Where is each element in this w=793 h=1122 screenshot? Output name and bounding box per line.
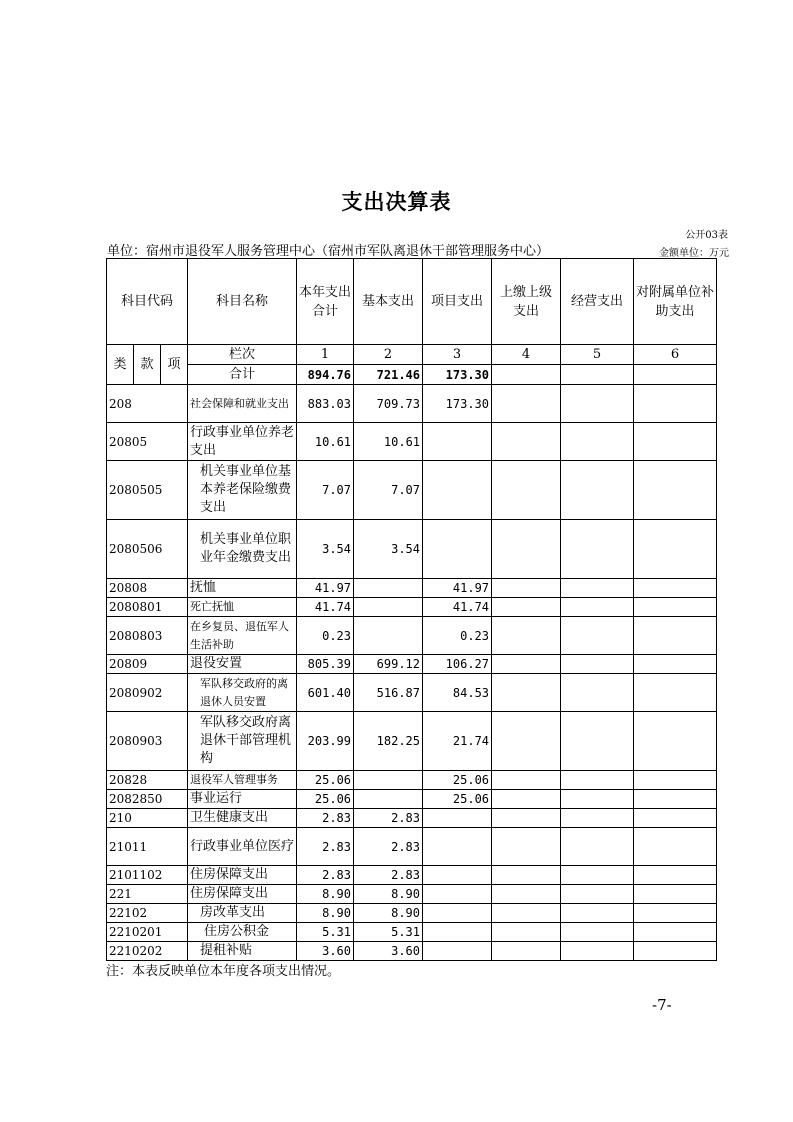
empty-cell [634, 809, 717, 828]
empty-cell [561, 598, 634, 617]
empty-cell [634, 828, 717, 866]
table-row [107, 828, 717, 866]
row-project [423, 885, 492, 904]
table-note: 注：本表反映单位本年度各项支出情况。 [106, 964, 341, 979]
header-code: 科目代码 [107, 259, 188, 345]
row-total: 5.31 [297, 923, 354, 942]
table-row [107, 598, 717, 617]
row-name: 行政事业单位养老支出 [188, 423, 297, 461]
empty-cell [492, 579, 561, 598]
row-basic: 516.87 [354, 674, 423, 712]
empty-cell [561, 365, 634, 385]
expenditure-table [106, 258, 717, 961]
row-basic: 3.54 [354, 520, 423, 579]
row-total: 3.54 [297, 520, 354, 579]
empty-cell [561, 885, 634, 904]
empty-cell [492, 674, 561, 712]
row-project: 173.30 [423, 385, 492, 423]
row-basic: 8.90 [354, 885, 423, 904]
empty-cell [492, 771, 561, 790]
row-project: 0.23 [423, 617, 492, 655]
row-basic: 7.07 [354, 461, 423, 520]
row-basic: 709.73 [354, 385, 423, 423]
empty-cell [634, 674, 717, 712]
row-project [423, 520, 492, 579]
row-total: 41.74 [297, 598, 354, 617]
row-project: 41.74 [423, 598, 492, 617]
header-project: 项目支出 [423, 259, 492, 345]
empty-cell [561, 461, 634, 520]
table-row [107, 923, 717, 942]
row-basic [354, 790, 423, 809]
empty-cell [492, 809, 561, 828]
row-basic: 8.90 [354, 904, 423, 923]
row-project: 21.74 [423, 712, 492, 771]
table-row [107, 942, 717, 961]
row-code: 21011 [107, 828, 188, 866]
empty-cell [492, 885, 561, 904]
page-number: -7- [652, 996, 672, 1014]
totals-row [107, 365, 717, 385]
unit-label: 单位：宿州市退役军人服务管理中心（宿州市军队离退休干部管理服务中心） [107, 244, 550, 259]
row-name: 退役安置 [188, 655, 297, 674]
table-row [107, 904, 717, 923]
table-row [107, 712, 717, 771]
empty-cell [492, 598, 561, 617]
column-number: 3 [423, 345, 492, 365]
table-row [107, 655, 717, 674]
empty-cell [561, 771, 634, 790]
row-project [423, 423, 492, 461]
column-number: 5 [561, 345, 634, 365]
row-total: 883.03 [297, 385, 354, 423]
row-name: 事业运行 [188, 790, 297, 809]
column-number: 1 [297, 345, 354, 365]
table-row [107, 579, 717, 598]
row-total: 25.06 [297, 771, 354, 790]
empty-cell [561, 617, 634, 655]
empty-cell [634, 942, 717, 961]
header-row [107, 259, 717, 345]
empty-cell [634, 461, 717, 520]
empty-cell [561, 579, 634, 598]
empty-cell [492, 617, 561, 655]
empty-cell [492, 655, 561, 674]
empty-cell [561, 385, 634, 423]
row-name: 房改革支出 [188, 904, 297, 923]
row-name: 住房保障支出 [188, 885, 297, 904]
column-number-row [107, 345, 717, 365]
empty-cell [634, 866, 717, 885]
row-name: 卫生健康支出 [188, 809, 297, 828]
empty-cell [561, 655, 634, 674]
empty-cell [634, 885, 717, 904]
row-total: 0.23 [297, 617, 354, 655]
empty-cell [561, 520, 634, 579]
row-project [423, 828, 492, 866]
row-total: 8.90 [297, 885, 354, 904]
row-code: 210 [107, 809, 188, 828]
row-project [423, 923, 492, 942]
table-row [107, 617, 717, 655]
row-basic [354, 598, 423, 617]
row-code: 2080902 [107, 674, 188, 712]
header-subsidy: 对附属单位补助支出 [634, 259, 717, 345]
row-code: 221 [107, 885, 188, 904]
totals-label: 合计 [188, 365, 297, 385]
row-code: 2210202 [107, 942, 188, 961]
empty-cell [492, 365, 561, 385]
row-code: 2082850 [107, 790, 188, 809]
table-row [107, 520, 717, 579]
empty-cell [634, 790, 717, 809]
empty-cell [492, 942, 561, 961]
empty-cell [634, 385, 717, 423]
row-name: 机关事业单位职业年金缴费支出 [188, 520, 297, 579]
row-basic: 3.60 [354, 942, 423, 961]
table-row [107, 771, 717, 790]
row-name: 住房公积金 [188, 923, 297, 942]
empty-cell [561, 904, 634, 923]
empty-cell [634, 579, 717, 598]
row-basic: 2.83 [354, 866, 423, 885]
empty-cell [634, 655, 717, 674]
row-name: 住房保障支出 [188, 866, 297, 885]
table-row [107, 385, 717, 423]
row-basic [354, 617, 423, 655]
row-basic: 182.25 [354, 712, 423, 771]
row-total: 2.83 [297, 866, 354, 885]
form-code: 公开03表 [685, 230, 728, 241]
empty-cell [634, 598, 717, 617]
empty-cell [492, 423, 561, 461]
row-total: 601.40 [297, 674, 354, 712]
row-total: 203.99 [297, 712, 354, 771]
row-basic: 10.61 [354, 423, 423, 461]
row-code: 20805 [107, 423, 188, 461]
column-label: 栏次 [188, 345, 297, 365]
row-name: 抚恤 [188, 579, 297, 598]
row-project: 25.06 [423, 771, 492, 790]
row-basic: 5.31 [354, 923, 423, 942]
empty-cell [492, 712, 561, 771]
header-total: 本年支出合计 [297, 259, 354, 345]
empty-cell [634, 520, 717, 579]
row-total: 2.83 [297, 809, 354, 828]
row-name: 军队移交政府离退休干部管理机构 [188, 712, 297, 771]
row-code: 2080801 [107, 598, 188, 617]
header-kuan: 款 [134, 345, 161, 385]
empty-cell [492, 461, 561, 520]
empty-cell [561, 809, 634, 828]
row-code: 2080505 [107, 461, 188, 520]
row-total: 7.07 [297, 461, 354, 520]
row-code: 20828 [107, 771, 188, 790]
row-project [423, 809, 492, 828]
column-number: 2 [354, 345, 423, 365]
empty-cell [492, 866, 561, 885]
row-basic: 2.83 [354, 828, 423, 866]
table-row [107, 885, 717, 904]
row-project [423, 904, 492, 923]
header-lei: 类 [107, 345, 134, 385]
empty-cell [634, 904, 717, 923]
row-code: 2080803 [107, 617, 188, 655]
empty-cell [634, 365, 717, 385]
row-code: 2210201 [107, 923, 188, 942]
empty-cell [634, 771, 717, 790]
empty-cell [561, 712, 634, 771]
row-name: 退役军人管理事务 [188, 771, 297, 790]
totals-project: 173.30 [423, 365, 492, 385]
row-code: 2080506 [107, 520, 188, 579]
empty-cell [561, 674, 634, 712]
empty-cell [492, 520, 561, 579]
empty-cell [634, 923, 717, 942]
empty-cell [492, 923, 561, 942]
row-code: 2101102 [107, 866, 188, 885]
row-project: 25.06 [423, 790, 492, 809]
header-business: 经营支出 [561, 259, 634, 345]
empty-cell [561, 942, 634, 961]
table-row [107, 866, 717, 885]
empty-cell [634, 423, 717, 461]
empty-cell [561, 423, 634, 461]
row-name: 行政事业单位医疗 [188, 828, 297, 866]
empty-cell [561, 866, 634, 885]
empty-cell [561, 790, 634, 809]
row-basic: 699.12 [354, 655, 423, 674]
row-basic [354, 771, 423, 790]
empty-cell [634, 617, 717, 655]
amount-unit: 金额单位：万元 [659, 248, 729, 259]
row-code: 2080903 [107, 712, 188, 771]
row-project [423, 942, 492, 961]
row-code: 208 [107, 385, 188, 423]
column-number: 4 [492, 345, 561, 365]
row-name: 死亡抚恤 [188, 598, 297, 617]
row-basic [354, 579, 423, 598]
totals-total: 894.76 [297, 365, 354, 385]
row-project: 106.27 [423, 655, 492, 674]
table-row [107, 423, 717, 461]
empty-cell [561, 923, 634, 942]
row-total: 25.06 [297, 790, 354, 809]
column-number: 6 [634, 345, 717, 365]
empty-cell [561, 828, 634, 866]
row-total: 3.60 [297, 942, 354, 961]
table-row [107, 809, 717, 828]
empty-cell [492, 904, 561, 923]
row-total: 805.39 [297, 655, 354, 674]
empty-cell [634, 712, 717, 771]
row-project: 84.53 [423, 674, 492, 712]
row-name: 机关事业单位基本养老保险缴费支出 [188, 461, 297, 520]
header-name: 科目名称 [188, 259, 297, 345]
row-project [423, 866, 492, 885]
totals-basic: 721.46 [354, 365, 423, 385]
page-title: 支出决算表 [341, 190, 452, 214]
row-project: 41.97 [423, 579, 492, 598]
header-basic: 基本支出 [354, 259, 423, 345]
row-code: 22102 [107, 904, 188, 923]
empty-cell [492, 790, 561, 809]
row-name: 提租补贴 [188, 942, 297, 961]
row-project [423, 461, 492, 520]
row-total: 41.97 [297, 579, 354, 598]
table-row [107, 674, 717, 712]
row-total: 8.90 [297, 904, 354, 923]
table-row [107, 790, 717, 809]
header-xiang: 项 [161, 345, 188, 385]
row-total: 10.61 [297, 423, 354, 461]
empty-cell [492, 828, 561, 866]
header-upper: 上缴上级支出 [492, 259, 561, 345]
row-basic: 2.83 [354, 809, 423, 828]
row-name: 社会保障和就业支出 [188, 385, 297, 423]
empty-cell [492, 385, 561, 423]
row-name: 军队移交政府的离退休人员安置 [188, 674, 297, 712]
row-code: 20808 [107, 579, 188, 598]
row-name: 在乡复员、退伍军人生活补助 [188, 617, 297, 655]
row-code: 20809 [107, 655, 188, 674]
table-row [107, 461, 717, 520]
row-total: 2.83 [297, 828, 354, 866]
